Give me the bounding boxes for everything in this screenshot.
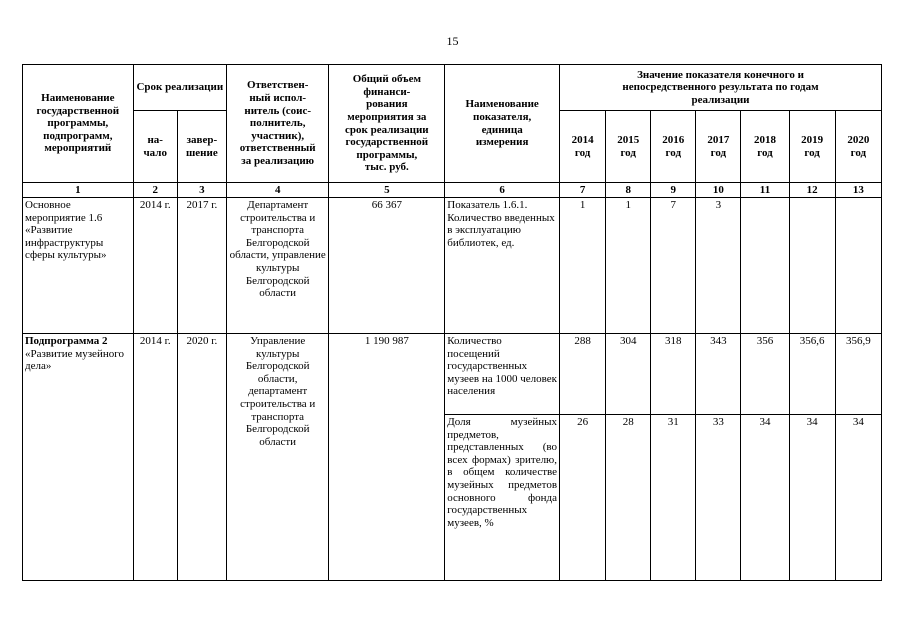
row-value: 356 (741, 334, 789, 415)
column-number: 4 (226, 183, 328, 198)
column-number: 9 (651, 183, 696, 198)
row-name: Основное мероприятие 1.6 «Развитие инфраструктуры сферы культуры» (23, 198, 134, 334)
row-value: 33 (696, 415, 741, 581)
header-year: 2014 год (560, 111, 606, 183)
row-start: 2014 г. (133, 334, 177, 581)
header-funding: Общий объем финанси- рования мероприятия за срок реализации государственной программы, тыс. руб. (329, 65, 445, 183)
header-year: 2017 год (696, 111, 741, 183)
row-value: 356,6 (789, 334, 835, 415)
row-value: 31 (651, 415, 696, 581)
header-name: Наименование государственной программы, подпрограмм, мероприятий (23, 65, 134, 183)
row-value (789, 198, 835, 334)
column-number: 6 (445, 183, 560, 198)
row-value: 7 (651, 198, 696, 334)
row-indicator: Количество посещений государственных музеев на 1000 человек населения (445, 334, 560, 415)
row-value: 356,9 (835, 334, 881, 415)
column-number: 8 (606, 183, 651, 198)
column-number: 1 (23, 183, 134, 198)
row-value: 1 (560, 198, 606, 334)
row-value: 26 (560, 415, 606, 581)
row-value: 34 (741, 415, 789, 581)
header-year: 2019 год (789, 111, 835, 183)
table-row (23, 334, 882, 415)
row-value (835, 198, 881, 334)
row-value: 34 (835, 415, 881, 581)
column-number: 3 (177, 183, 226, 198)
page-number: 15 (446, 34, 459, 48)
header-term: Срок реализации (133, 65, 226, 111)
column-number: 10 (696, 183, 741, 198)
row-value: 288 (560, 334, 606, 415)
header-end: завер- шение (177, 111, 226, 183)
header-year: 2015 год (606, 111, 651, 183)
row-funding: 66 367 (329, 198, 445, 334)
subprogram-subtitle: «Развитие музейного дела» (25, 347, 124, 373)
column-number: 12 (789, 183, 835, 198)
row-value: 318 (651, 334, 696, 415)
row-value (741, 198, 789, 334)
row-end: 2017 г. (177, 198, 226, 334)
row-value: 28 (606, 415, 651, 581)
row-responsible: Управление культуры Белгородской области, департамент строительства и транспорта Белгородской области (226, 334, 328, 581)
row-value: 3 (696, 198, 741, 334)
row-start: 2014 г. (133, 198, 177, 334)
column-number: 2 (133, 183, 177, 198)
header-year: 2020 год (835, 111, 881, 183)
row-funding: 1 190 987 (329, 334, 445, 581)
row-end: 2020 г. (177, 334, 226, 581)
column-number-row (23, 183, 882, 198)
row-value: 34 (789, 415, 835, 581)
program-table (22, 64, 882, 581)
row-value: 304 (606, 334, 651, 415)
header-indicator: Наименование показателя, единица измерения (445, 65, 560, 183)
header-start: на- чало (133, 111, 177, 183)
table-row (23, 198, 882, 334)
row-indicator: Доля музейных предметов, представленных (во всех формах) зрителю, в общем количестве музейных предметов основного фонда государственных музеев, % (445, 415, 560, 581)
column-number: 5 (329, 183, 445, 198)
column-number: 7 (560, 183, 606, 198)
header-year: 2016 год (651, 111, 696, 183)
row-value: 343 (696, 334, 741, 415)
header-values-group: Значение показателя конечного и непосредственного результата по годам реализации (560, 65, 882, 111)
row-responsible: Департамент строительства и транспорта Белгородской области, управление культуры Белгородской области (226, 198, 328, 334)
header-responsible: Ответствен- ный испол- нитель (соис- полнитель, участник), ответственный за реализацию (226, 65, 328, 183)
row-indicator: Показатель 1.6.1. Количество введенных в эксплуатацию библиотек, ед. (445, 198, 560, 334)
column-number: 11 (741, 183, 789, 198)
row-name (23, 334, 134, 581)
column-number: 13 (835, 183, 881, 198)
row-value: 1 (606, 198, 651, 334)
header-year: 2018 год (741, 111, 789, 183)
subprogram-title: Подпрограмма 2 (25, 335, 108, 347)
